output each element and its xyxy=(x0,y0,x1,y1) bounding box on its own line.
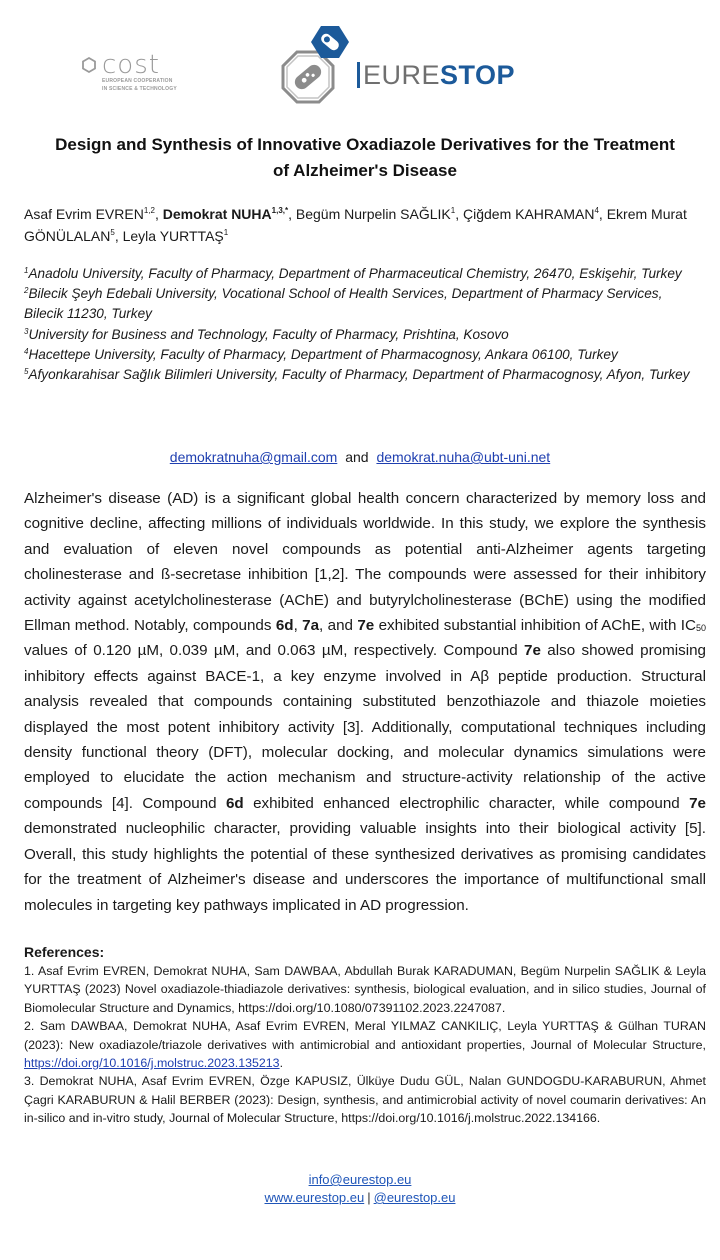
cost-hexagon-icon xyxy=(80,56,98,74)
affiliation-item: $^5$Afyonkarahisar Sağlık Bilimleri University, Faculty of Pharmacy, Department of Pharmacognosy, Afyon, Turkey xyxy=(24,367,690,383)
references-heading: References: xyxy=(24,944,105,960)
footer-email-link[interactable]: info@eurestop.eu xyxy=(308,1172,412,1187)
reference-item: 3. Demokrat NUHA, Asaf Evrim EVREN, Özge KAPUSIZ, Ülküye Dudu GÜL, Nalan GUNDOGDU-KARABURUN, Ahmet Çagri KARABURUN & Halil BERBER (2023): Design, synthesis, and antimicrobial activity of novel coumarin derivatives: An in-silico and in-vitro study, Journal of Molecular Structure, https://doi.org/10.1016/j.molstruc.2022.134166. xyxy=(24,1074,706,1126)
title-line-2: of Alzheimer's Disease xyxy=(273,161,457,180)
cost-wordmark: cost xyxy=(102,50,160,80)
affiliation-item: $^4$Hacettepe University, Faculty of Pharmacy, Department of Pharmacognosy, Ankara 06100, Turkey xyxy=(24,346,618,362)
reference-doi-link[interactable]: https://doi.org/10.1016/j.molstruc.2023.135213 xyxy=(24,1056,280,1071)
reference-item: 1. Asaf Evrim EVREN, Demokrat NUHA, Sam DAWBAA, Abdullah Burak KARADUMAN, Begüm Nurpelin SAĞLIK & Leyla YURTTAŞ (2023) Novel oxadiazole-thiadiazole derivatives: synthesis, biological evaluation, and in silico studies, Journal of Biomolecular Structure and Dynamics, https://doi.org/10.1080/07391102.2023.2247087. xyxy=(24,964,706,1015)
email-connector: and xyxy=(345,449,369,465)
cost-logo xyxy=(80,50,190,92)
author: Ekrem Murat GÖNÜLALAN$^5$ xyxy=(24,206,687,244)
corresponding-author: Demokrat $NUHA^{1,3,*}$ xyxy=(162,206,289,222)
reference-item: 2. Sam DAWBAA, Demokrat NUHA, Asaf Evrim EVREN, Meral YILMAZ CANKILIÇ, Leyla YURTTAŞ & Gülhan TURAN (2023): New oxadiazole/triazole derivatives with antimicrobial and antioxidant properties, Journal of Molecular Structure, https://doi.org/10.1016/j.molstruc.2023.135213. xyxy=(24,1019,706,1071)
paper-title xyxy=(20,132,710,184)
compound-label: 6d xyxy=(275,617,294,635)
affiliation-item: $^3$University for Business and Technology, Faculty of Pharmacy, Prishtina, Kosovo xyxy=(24,326,509,342)
footer-separator: | xyxy=(367,1190,371,1205)
author: Begüm Nurpelin SAĞLIK$^1$ xyxy=(295,206,456,222)
cost-subtitle-1: EUROPEAN COOPERATION xyxy=(102,78,173,84)
references-section xyxy=(24,943,706,1128)
author: Leyla YURTTAŞ$^1$ xyxy=(122,228,229,244)
author: Asaf Evrim EVREN$^{1,2}$ xyxy=(24,206,155,222)
compound-label: 7e xyxy=(357,617,375,635)
abstract-paragraph: Alzheimer's disease (AD) is a significant global health concern characterized by memory loss and cognitive decline, affecting millions of individuals worldwide. In this study, we explore the synthesis and evaluation of eleven novel compounds as potential anti-Alzheimer agents targeting cholinesterase and ß-secretase inhibition [1,2]. The compounds were assessed for their inhibitory activity against acetylcholinesterase (AChE) and butyrylcholinesterase (BChE) using the modified Ellman method. Notably, compounds 6d, 7a, and 7e exhibited substantial inhibition of AChE, with $IC_{50}$ values of 0.120 µM, 0.039 µM, and 0.063 µM, respectively. Compound 7e also showed promising inhibitory effects against BACE-1, a key enzyme involved in Aβ peptide production. Structural analysis revealed that compounds containing substituted benzothiazole and thiazole moieties displayed the most potent inhibitory activity [3]. Additionally, computational techniques including density functional theory (DFT), molecular docking, and molecular dynamics simulations were employed to elucidate the action mechanism and structure-activity relationship of the active compounds [4]. Compound 6d exhibited enhanced electrophilic character, while compound 7e demonstrated nucleophilic character, providing valuable insights into their biological activity [5]. Overall, this study highlights the potential of these synthesized derivatives as promising candidates for the treatment of Alzheimer's disease and underscores the importance of multifunctional small molecules in targeting key pathways implicated in AD progression. xyxy=(24,490,707,914)
email-link-ubt[interactable]: demokrat.nuha@ubt-uni.net xyxy=(376,449,551,465)
author: Çiğdem KAHRAMAN$^4$ xyxy=(462,206,599,222)
eurestop-divider xyxy=(357,62,360,88)
compound-label: 7a xyxy=(302,617,320,635)
affiliation-item: $^2$Bilecik Şeyh Edebali University, Vocational School of Health Services, Department of Pharmacy Services, Bilecik 11230, Turkey xyxy=(24,286,663,322)
title-line-1: Design and Synthesis of Innovative Oxadiazole Derivatives for the Treatment xyxy=(55,135,675,154)
contact-emails xyxy=(0,447,720,467)
cost-subtitle-2: IN SCIENCE & TECHNOLOGY xyxy=(102,86,177,92)
footer-social-link[interactable]: @eurestop.eu xyxy=(373,1190,456,1205)
eurestop-logo xyxy=(275,22,516,107)
header-logos xyxy=(0,22,720,107)
affiliation-list xyxy=(24,264,704,385)
abstract-body xyxy=(24,486,706,918)
compound-label: 7e xyxy=(689,794,707,812)
author-list: Asaf Evrim EVREN$^{1,2}$, Demokrat $NUHA^{1,3,*}$, Begüm Nurpelin SAĞLIK$^1$, Çiğdem KAHRAMAN$^4$, Ekrem Murat GÖNÜLALAN$^5$, Leyla YURTTAŞ$^1$ xyxy=(24,206,687,244)
compound-label: 6d xyxy=(225,794,244,812)
affiliation-item: $^1$Anadolu University, Faculty of Pharmacy, Department of Pharmaceutical Chemistry, 26470, Eskişehir, Turkey xyxy=(24,266,682,281)
footer-website-link[interactable]: www.eurestop.eu xyxy=(264,1190,365,1205)
footer-contact xyxy=(0,1171,720,1207)
compound-label: 7e xyxy=(524,642,541,660)
eurestop-emblem-icon xyxy=(275,22,365,107)
eurestop-wordmark: EURESTOP xyxy=(363,60,516,90)
email-link-gmail[interactable]: demokratnuha@gmail.com xyxy=(169,449,338,465)
